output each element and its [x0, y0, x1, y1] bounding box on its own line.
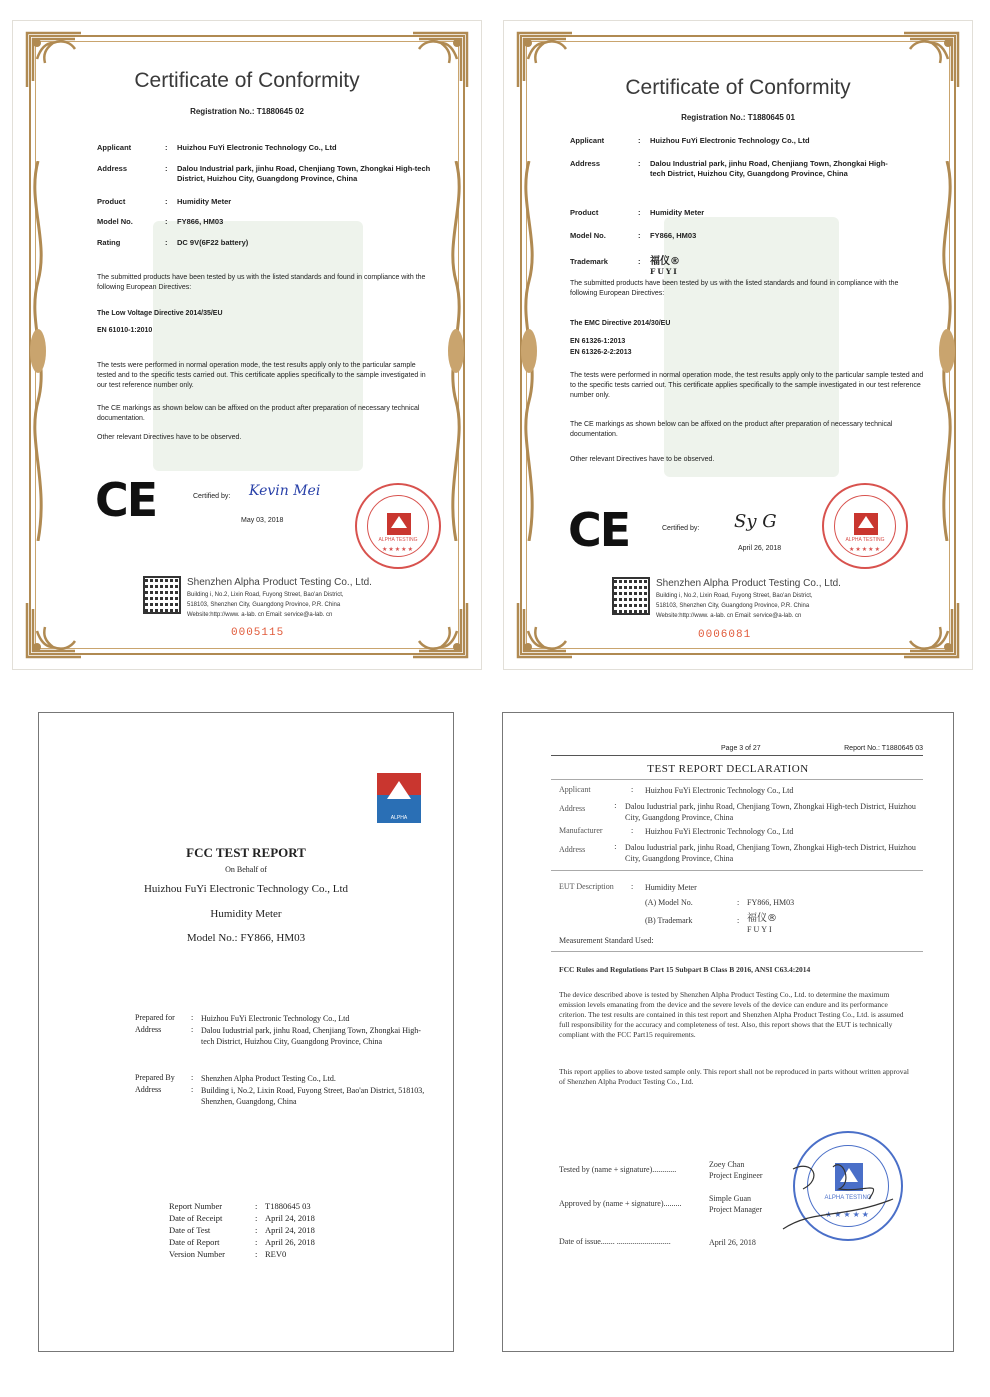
divider — [551, 951, 923, 952]
other-directives-text: Other relevant Directives have to be observed. — [97, 434, 242, 441]
prepared-by-address: Address : Building i, No.2, Lixin Road, Fuyong Street, Bao'an District, 518103, Shenzhen, Guangdong, China — [135, 1085, 425, 1106]
eut-trademark: (B) Trademark : 福仪® FUYI — [645, 913, 777, 934]
declaration-paragraph: The device described above is tested by Shenzhen Alpha Product Testing Co., Ltd. to determine the maximum emission levels emanating from the device and the severe levels of the device can endure and its performance criterion. The test results are contained in this test report and Shenzhen Alpha Product Testing Co., Ltd. is assumed full responsibility for the accuracy and completeness of test. Also, this report shows that the EUT is technically compliant with the FCC Part15 requirements. — [559, 990, 904, 1039]
prepared-for: Prepared for : Huizhou FuYi Electronic Technology Co., Ltd — [135, 1013, 350, 1023]
alpha-testing-stamp: ALPHA TESTING ★★★★★ — [793, 1131, 903, 1241]
signature: Sy G — [734, 511, 777, 532]
standard: EN 61010-1:2010 — [97, 327, 153, 334]
corner-ornament-icon — [409, 599, 471, 661]
tested-by: Tested by (name + signature)............ Zoey Chan Project Engineer — [559, 1160, 763, 1180]
alpha-logo-icon: ALPHA — [377, 773, 421, 823]
field-manufacturer-address: Address : Dalou Iudustrial park, jinhu Road, Chenjiang Town, Zhongkai High-tech District, Huizhou City, Guangdong Province, China — [559, 842, 916, 863]
alpha-testing-stamp: ALPHA TESTING ★★★★★ — [355, 483, 441, 569]
ce-mark: CE — [568, 503, 630, 557]
certified-by-label: Certified by: — [193, 493, 231, 500]
ce-marking-text: The CE markings as shown below can be affixed on the product after preparation of necessary technical documentation. — [570, 421, 893, 438]
testing-company-name: Shenzhen Alpha Product Testing Co., Ltd. — [656, 578, 841, 589]
certificate-title: Certificate of Conformity — [625, 76, 851, 99]
directive: The EMC Directive 2014/30/EU — [570, 320, 671, 327]
model-number: Model No.: FY866, HM03 — [186, 932, 306, 944]
trademark-logo: 福仪® — [650, 256, 680, 267]
page-number: Page 3 of 27 — [721, 745, 761, 752]
alpha-testing-stamp: ALPHA TESTING ★★★★★ — [822, 483, 908, 569]
field-applicant: Applicant : Huizhou FuYi Electronic Technology Co., Ltd — [97, 143, 337, 152]
intro-text: The submitted products have been tested by us with the listed standards and found in compliance with the following European Directives: — [97, 274, 426, 291]
qr-code-icon — [612, 577, 650, 615]
test-report-declaration — [502, 712, 954, 1352]
scope-paragraph: This report applies to above tested sample only. This report shall not be reproduced in parts without written approval of Shenzhen Alpha Product Testing Co., Ltd. — [559, 1067, 909, 1086]
serial-number: 0005115 — [231, 627, 285, 639]
tests-text: The tests were performed in normal operation mode, the test results apply only to the particular sample tested and to the specific tests carried out. This certificate applies specifically to the sample investigated in our test reference number only. — [570, 372, 924, 399]
eut-description: EUT Description : Humidity Meter — [559, 882, 697, 892]
intro-text: The submitted products have been tested by us with the listed standards and found in compliance with the following European Directives: — [570, 280, 899, 297]
field-product: Product : Humidity Meter — [97, 197, 232, 206]
field-address: Address : Dalou Iudustrial park, jinhu Road, Chenjiang Town, Zhongkai High-tech District, Huizhou City, Guangdong Province, China — [559, 801, 916, 822]
applied-standard: FCC Rules and Regulations Part 15 Subpart B Class B 2016, ANSI C63.4:2014 — [559, 965, 811, 974]
company-address-line1: Building i, No.2, Lixin Road, Fuyong Street, Bao'an District, — [656, 593, 813, 599]
company-contact: Website:http://www. a-lab. cn Email: service@a-lab. cn — [187, 612, 333, 618]
report-title: FCC TEST REPORT — [186, 845, 306, 860]
divider — [551, 779, 923, 780]
other-directives-text: Other relevant Directives have to be observed. — [570, 456, 715, 463]
signature: Kevin Mei — [249, 483, 321, 499]
certified-by-label: Certified by: — [662, 525, 700, 532]
certification-date: May 03, 2018 — [241, 517, 284, 524]
tests-text: The tests were performed in normal operation mode, the test results apply only to the particular sample tested and to the specific tests carried out. This certificate applies specifically to the sample investigated in our test reference number only. — [97, 362, 426, 389]
registration-number: Registration No.: T1880645 02 — [190, 107, 304, 116]
certificate-emc — [503, 20, 973, 670]
serial-number: 0006081 — [698, 629, 752, 641]
company-address-line2: 518103, Shenzhen City, Guangdong Province, P.R. China — [656, 603, 810, 609]
applicant-company: Huizhou FuYi Electronic Technology Co., Ltd — [143, 883, 349, 895]
registration-number: Registration No.: T1880645 01 — [681, 113, 795, 122]
directive: The Low Voltage Directive 2014/35/EU — [97, 310, 223, 317]
certificate-title: Certificate of Conformity — [134, 69, 360, 92]
date-of-issue: Date of issue....... ........................... April 26, 2018 — [559, 1237, 756, 1247]
field-product: Product : Humidity Meter — [570, 208, 705, 217]
field-model: Model No. : FY866, HM03 — [97, 217, 224, 226]
side-vine-ornament-icon — [934, 161, 960, 541]
report-number: Report No.: T1880645 03 — [844, 745, 923, 752]
ce-marking-text: The CE markings as shown below can be affixed on the product after preparation of necessary technical documentation. — [97, 405, 420, 422]
version-number: Version Number : REV0 — [169, 1249, 287, 1259]
company-address-line1: Building i, No.2, Lixin Road, Fuyong Street, Bao'an District, — [187, 592, 344, 598]
field-rating: Rating : DC 9V(6F22 battery) — [97, 238, 249, 247]
divider — [551, 870, 923, 871]
approved-by: Approved by (name + signature)......... Simple Guan Project Manager — [559, 1194, 763, 1214]
certification-date: April 26, 2018 — [738, 545, 782, 552]
side-vine-ornament-icon — [25, 161, 51, 541]
side-vine-ornament-icon — [443, 161, 469, 541]
field-applicant: Applicant : Huizhou FuYi Electronic Technology Co., Ltd — [559, 785, 794, 795]
field-model: Model No. : FY866, HM03 — [570, 231, 697, 240]
field-applicant: Applicant : Huizhou FuYi Electronic Technology Co., Ltd — [570, 136, 810, 145]
date-of-receipt: Date of Receipt : April 24, 2018 — [169, 1213, 315, 1223]
company-address-line2: 518103, Shenzhen City, Guangdong Province, P.R. China — [187, 602, 341, 608]
signature-scribble-icon — [773, 1149, 903, 1239]
report-number: Report Number : T1880645 03 — [169, 1201, 311, 1211]
page-header — [551, 745, 923, 756]
prepared-by: Prepared By : Shenzhen Alpha Product Testing Co., Ltd. — [135, 1073, 336, 1083]
certificate-lvd — [12, 20, 482, 670]
side-vine-ornament-icon — [516, 161, 542, 541]
qr-code-icon — [143, 576, 181, 614]
on-behalf-of: On Behalf of — [225, 865, 267, 874]
alpha-logo-icon — [387, 513, 411, 535]
date-of-test: Date of Test : April 24, 2018 — [169, 1225, 315, 1235]
fcc-report-cover — [38, 712, 454, 1352]
company-contact: Website:http://www. a-lab. cn Email: service@a-lab. cn — [656, 613, 802, 619]
product-name: Humidity Meter — [210, 908, 282, 920]
eut-model: (A) Model No. : FY866, HM03 — [645, 898, 795, 907]
trademark-logo: 福仪® — [747, 913, 777, 924]
date-of-report: Date of Report : April 26, 2018 — [169, 1237, 315, 1247]
field-manufacturer: Manufacturer : Huizhou FuYi Electronic Technology Co., Ltd — [559, 826, 794, 836]
corner-ornament-icon — [900, 599, 962, 661]
standard-2: EN 61326-2-2:2013 — [570, 349, 632, 356]
measurement-standard-label: Measurement Standard Used: — [559, 936, 654, 945]
standard-1: EN 61326-1:2013 — [570, 338, 626, 345]
field-trademark: Trademark : 福仪® FUYI — [570, 256, 680, 276]
declaration-title: TEST REPORT DECLARATION — [647, 763, 809, 775]
ce-mark: CE — [95, 473, 157, 527]
prepared-for-address: Address : Dalou Iudustrial park, jinhu Road, Chenjiang Town, Zhongkai High-tech District, Huizhou City, Guangdong Province, China — [135, 1025, 421, 1046]
field-address: Address : Dalou Industrial park, jinhu Road, Chenjiang Town, Zhongkai High-tech District, Huizhou City, Guangdong Province, China — [97, 164, 431, 183]
field-address: Address : Dalou Industrial park, jinhu Road, Chenjiang Town, Zhongkai High-tech District, Huizhou City, Guangdong Province, China — [570, 159, 888, 178]
alpha-logo-icon — [854, 513, 878, 535]
corner-ornament-icon — [23, 599, 85, 661]
testing-company-name: Shenzhen Alpha Product Testing Co., Ltd. — [187, 577, 372, 588]
corner-ornament-icon — [514, 599, 576, 661]
